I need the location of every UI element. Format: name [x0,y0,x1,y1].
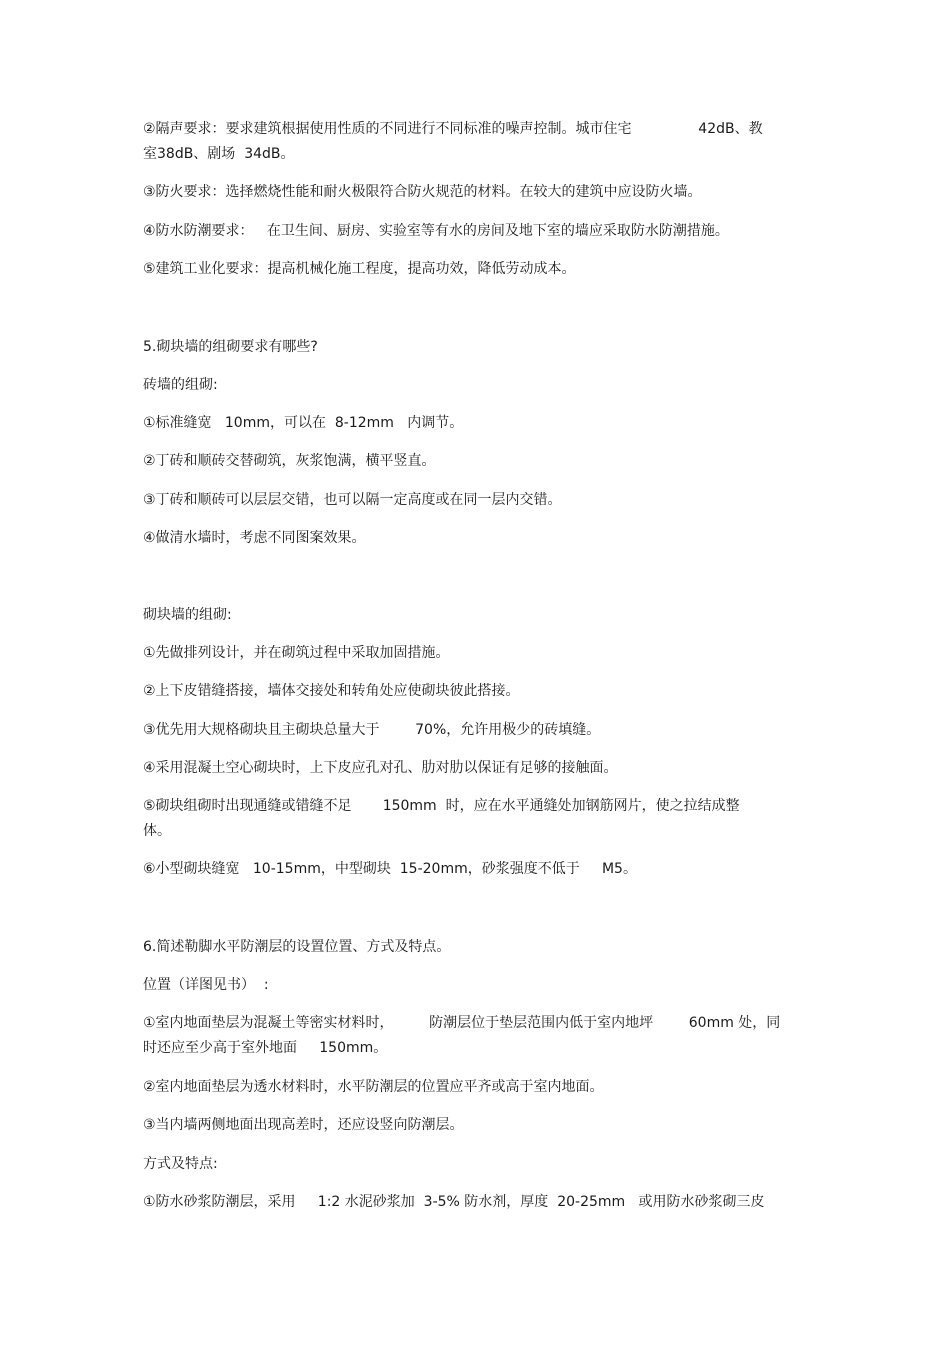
question-6: 6.简述勒脚水平防潮层的设置位置、方式及特点。 [143,939,451,955]
block-item-6: ⑥小型砌块缝宽 10-15mm，中型砌块 15-20mm，砂浆强度不低于 M5。 [143,861,637,877]
sound-insulation-line-1: ②隔声要求：要求建筑根据使用性质的不同进行不同标准的噪声控制。城市住宅 42dB、教 [143,121,763,137]
brick-heading: 砖墙的组砌: [143,377,218,393]
block-item-3: ③优先用大规格砌块且主砌块总量大于 70%，允许用极少的砖填缝。 [143,722,601,738]
block-item-4: ④采用混凝土空心砌块时，上下皮应孔对孔、肋对肋以保证有足够的接触面。 [143,760,618,776]
block-item-1: ①先做排列设计，并在砌筑过程中采取加固措施。 [143,645,450,661]
block-heading: 砌块墙的组砌: [143,607,232,623]
brick-item-3: ③丁砖和顺砖可以层层交错，也可以隔一定高度或在同一层内交错。 [143,492,562,508]
block-item-2: ②上下皮错缝搭接，墙体交接处和转角处应使砌块彼此搭接。 [143,683,520,699]
block-item-5-line-1: ⑤砌块组砌时出现通缝或错缝不足 150mm 时，应在水平通缝处加钢筋网片，使之拉结成整 [143,798,740,814]
block-item-5-line-2: 体。 [143,823,171,839]
fire-protection-item: ③防火要求：选择燃烧性能和耐火极限符合防火规范的材料。在较大的建筑中应设防火墙。 [143,184,702,200]
sound-insulation-line-2: 室38dB、剧场 34dB。 [143,146,295,162]
position-item-1-line-2: 时还应至少高于室外地面 150mm。 [143,1040,388,1056]
position-item-3: ③当内墙两侧地面出现高差时，还应设竖向防潮层。 [143,1117,464,1133]
method-item-1: ①防水砂浆防潮层，采用 1:2 水泥砂浆加 3-5% 防水剂，厚度 20-25mm 或用防水砂浆砌三皮 [143,1194,765,1210]
brick-item-2: ②丁砖和顺砖交替砌筑，灰浆饱满，横平竖直。 [143,453,436,469]
position-heading: 位置（详图见书） : [143,977,269,993]
brick-item-1: ①标准缝宽 10mm，可以在 8-12mm 内调节。 [143,415,464,431]
waterproof-item: ④防水防潮要求： 在卫生间、厨房、实验室等有水的房间及地下室的墙应采取防水防潮措施。 [143,223,729,239]
brick-item-4: ④做清水墙时，考虑不同图案效果。 [143,530,366,546]
position-item-2: ②室内地面垫层为透水材料时，水平防潮层的位置应平齐或高于室内地面。 [143,1079,604,1095]
industrialization-item: ⑤建筑工业化要求：提高机械化施工程度，提高功效，降低劳动成本。 [143,261,576,277]
method-heading: 方式及特点: [143,1156,218,1172]
position-item-1-line-1: ①室内地面垫层为混凝土等密实材料时， 防潮层位于垫层范围内低于室内地坪 60mm 处，同 [143,1015,781,1031]
question-5: 5.砌块墙的组砌要求有哪些? [143,339,318,355]
